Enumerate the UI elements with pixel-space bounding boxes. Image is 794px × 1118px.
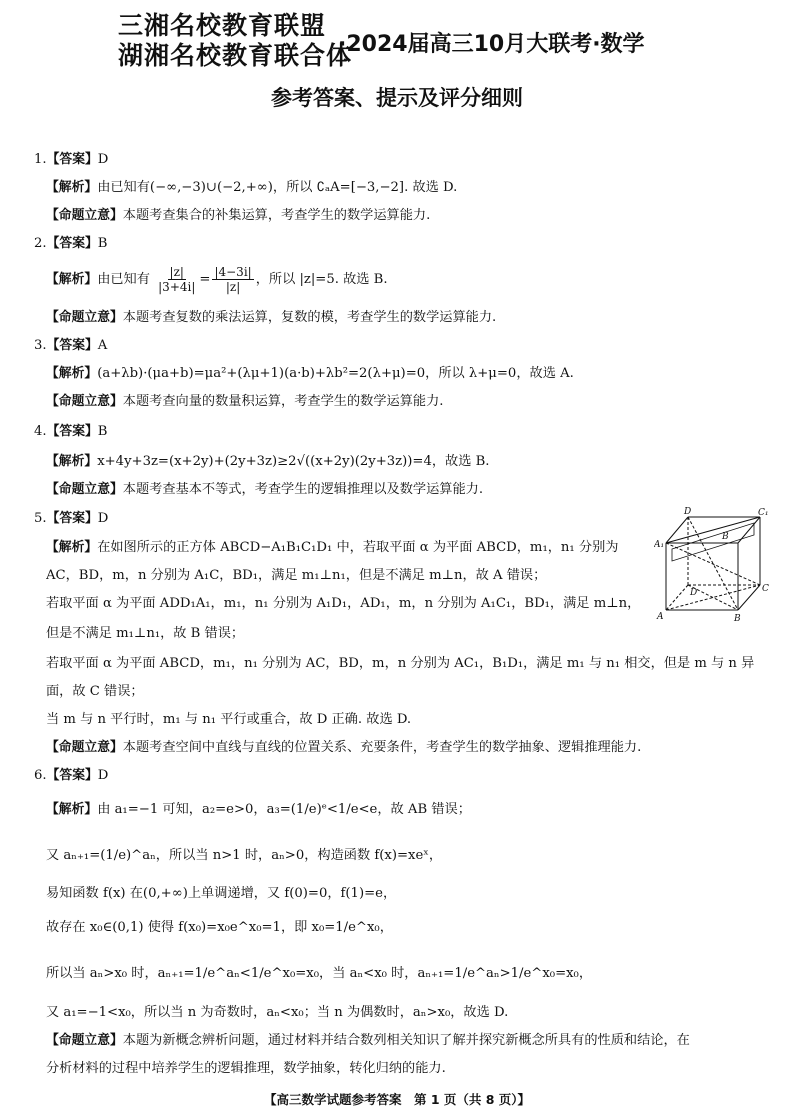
q6-intent-line-1 — [46, 1031, 772, 1051]
cube-label-b: B — [734, 614, 741, 623]
q6-number: 6. — [34, 768, 47, 783]
analysis-tag: 【解析】 — [46, 180, 98, 195]
q5-number: 5. — [34, 511, 47, 526]
q2-analysis-post: ，所以 |z|=5. 故选 B. — [255, 272, 388, 287]
q4-number: 4. — [34, 424, 47, 439]
document-title: 参考答案、提示及评分细则 — [271, 86, 523, 110]
q2-frac2-den: |z| — [225, 280, 241, 294]
analysis-tag: 【解析】 — [46, 366, 98, 381]
q4-intent-line — [46, 480, 772, 500]
cube-label-d: D — [690, 588, 698, 598]
q3-answer: A — [97, 338, 108, 353]
analysis-tag: 【解析】 — [46, 272, 98, 287]
intent-tag: 【命题立意】 — [46, 310, 123, 325]
q1-answer: D — [97, 152, 109, 167]
cube-label-d1: D — [684, 507, 692, 517]
q2-fraction-1 — [156, 265, 197, 294]
q2-frac1-num: |z| — [169, 265, 184, 279]
q5-analysis-line-7: 当 m 与 n 平行时，m₁ 与 n₁ 平行或重合，故 D 正确. 故选 D. — [46, 712, 412, 727]
analysis-tag: 【解析】 — [46, 540, 98, 555]
q1-intent-line — [46, 206, 772, 226]
q6-intent-text-1: 本题为新概念辨析问题，通过材料并结合数列相关知识了解并探究新概念所具有的性质和结论，在 — [122, 1033, 690, 1048]
q3-intent: 本题考查向量的数量积运算，考查学生的数学运算能力. — [122, 394, 444, 409]
q6-intent-line-2: 分析材料的过程中培养学生的逻辑推理，数学抽象，转化归纳的能力. — [46, 1061, 446, 1076]
q2-frac2-num: |4−3i| — [214, 265, 252, 279]
q1-number: 1. — [34, 152, 47, 167]
q2-answer-line — [34, 234, 772, 254]
q2-analysis-line — [46, 264, 772, 298]
organizer-name-2: 湖湘名校教育联合体 — [118, 41, 353, 70]
q2-eq: = — [199, 272, 211, 287]
q5-analysis-line-1 — [46, 538, 644, 558]
organizer-name-1: 三湘名校教育联盟 — [118, 11, 327, 40]
q6-analysis-line-4: 故存在 x₀∈(0,1) 使得 f(x₀)=x₀e^x₀=1，即 x₀=1/e^x₀， — [46, 920, 393, 935]
q6-analysis-line-3: 易知函数 f(x) 在(0,+∞)上单调递增，又 f(0)=0，f(1)=e， — [46, 886, 397, 901]
cube-label-c: C — [762, 584, 769, 594]
q5-analysis-line-3: 若取平面 α 为平面 ADD₁A₁，m₁，n₁ 分别为 A₁D₁，AD₁，m，n 分别为 A₁C₁，BD₁，满足 m⊥n， — [46, 596, 641, 611]
answer-tag: 【答案】 — [46, 236, 98, 251]
q2-intent-line — [46, 308, 772, 328]
answer-tag: 【答案】 — [46, 338, 98, 353]
q5-analysis-line-4: 但是不满足 m₁⊥n₁，故 B 错误； — [46, 626, 245, 641]
q6-analysis-line-5: 所以当 aₙ>x₀ 时，aₙ₊₁=1/e^aₙ<1/e^x₀=x₀，当 aₙ<x₀ 时，aₙ₊₁=1/e^aₙ>1/e^x₀=x₀， — [46, 966, 593, 981]
q6-analysis-line-2: 又 aₙ₊₁=(1/e)^aₙ，所以当 n>1 时，aₙ>0，构造函数 f(x)=xeˣ， — [46, 848, 443, 863]
q5-analysis-line-5: 若取平面 α 为平面 ABCD，m₁，n₁ 分别为 AC，BD，m，n 分别为 AC₁，B₁D₁，满足 m₁ 与 n₁ 相交，但是 m 与 n 异 — [46, 656, 755, 671]
answer-tag: 【答案】 — [46, 424, 98, 439]
q3-number: 3. — [34, 338, 47, 353]
q1-analysis-line — [46, 178, 772, 198]
q2-fraction-2 — [212, 265, 253, 294]
intent-tag: 【命题立意】 — [46, 1033, 123, 1048]
q2-analysis-pre: 由已知有 — [97, 272, 150, 287]
q5-analysis-text-1: 在如图所示的正方体 ABCD−A₁B₁C₁D₁ 中，若取平面 α 为平面 ABCD，m₁，n₁ 分别为 — [97, 540, 619, 555]
intent-tag: 【命题立意】 — [46, 482, 123, 497]
q5-analysis-line-6: 面，故 C 错误； — [46, 684, 144, 699]
q3-intent-line — [46, 392, 772, 412]
q2-frac1-den: |3+4i| — [158, 280, 196, 294]
answer-tag: 【答案】 — [46, 511, 98, 526]
answer-tag: 【答案】 — [46, 768, 98, 783]
exam-title: ·2024届高三10月大联考·数学 — [338, 32, 645, 57]
q1-analysis: 由已知有(−∞,−3)∪(−2,+∞)，所以 ∁ₐA=[−3,−2]. 故选 D. — [97, 180, 458, 195]
intent-tag: 【命题立意】 — [46, 208, 123, 223]
intent-tag: 【命题立意】 — [46, 740, 123, 755]
q1-intent: 本题考查集合的补集运算，考查学生的数学运算能力. — [122, 208, 431, 223]
analysis-tag: 【解析】 — [46, 802, 98, 817]
answer-tag: 【答案】 — [46, 152, 98, 167]
cube-label-a: A — [657, 612, 664, 622]
q2-answer: B — [97, 236, 108, 251]
cube-label-a1: A₁ — [654, 540, 665, 550]
q3-analysis: (a+λb)·(μa+b)=μa²+(λμ+1)(a·b)+λb²=2(λ+μ)=0，所以 λ+μ=0，故选 A. — [97, 366, 574, 381]
q5-answer: D — [97, 511, 109, 526]
q4-analysis-line — [46, 452, 772, 472]
q2-intent: 本题考查复数的乘法运算，复数的模，考查学生的数学运算能力. — [122, 310, 497, 325]
q5-intent: 本题考查空间中直线与直线的位置关系、充要条件，考查学生的数学抽象、逻辑推理能力. — [122, 740, 642, 755]
cube-label-c1: C₁ — [758, 508, 769, 518]
q2-number: 2. — [34, 236, 47, 251]
q3-answer-line — [34, 336, 772, 356]
cube-figure — [654, 505, 772, 623]
q6-answer-line — [34, 766, 772, 786]
analysis-tag: 【解析】 — [46, 454, 98, 469]
q1-answer-line — [34, 150, 772, 170]
q5-analysis-line-2: AC，BD，m，n 分别为 A₁C，BD₁，满足 m₁⊥n₁，但是不满足 m⊥n，故 A 错误； — [46, 568, 547, 583]
intent-tag: 【命题立意】 — [46, 394, 123, 409]
q6-answer: D — [97, 768, 109, 783]
q4-intent: 本题考查基本不等式，考查学生的逻辑推理以及数学运算能力. — [122, 482, 484, 497]
q4-answer-line — [34, 422, 772, 442]
q4-analysis: x+4y+3z=(x+2y)+(2y+3z)≥2√((x+2y)(2y+3z))=4，故选 B. — [97, 454, 490, 469]
q4-answer: B — [97, 424, 108, 439]
q6-analysis-text-1: 由 a₁=−1 可知，a₂=e>0，a₃=(1/e)ᵉ<1/e<e，故 AB 错误； — [97, 802, 471, 817]
q5-intent-line — [46, 738, 772, 758]
page-footer: 【高三数学试题参考答案 第 1 页（共 8 页）】 — [263, 1092, 531, 1107]
q6-analysis-line-1 — [46, 800, 772, 820]
cube-label-b1: B — [722, 532, 729, 542]
q6-analysis-line-6: 又 a₁=−1<x₀，所以当 n 为奇数时，aₙ<x₀；当 n 为偶数时，aₙ>x₀，故选 D. — [46, 1005, 509, 1020]
q3-analysis-line — [46, 364, 772, 384]
